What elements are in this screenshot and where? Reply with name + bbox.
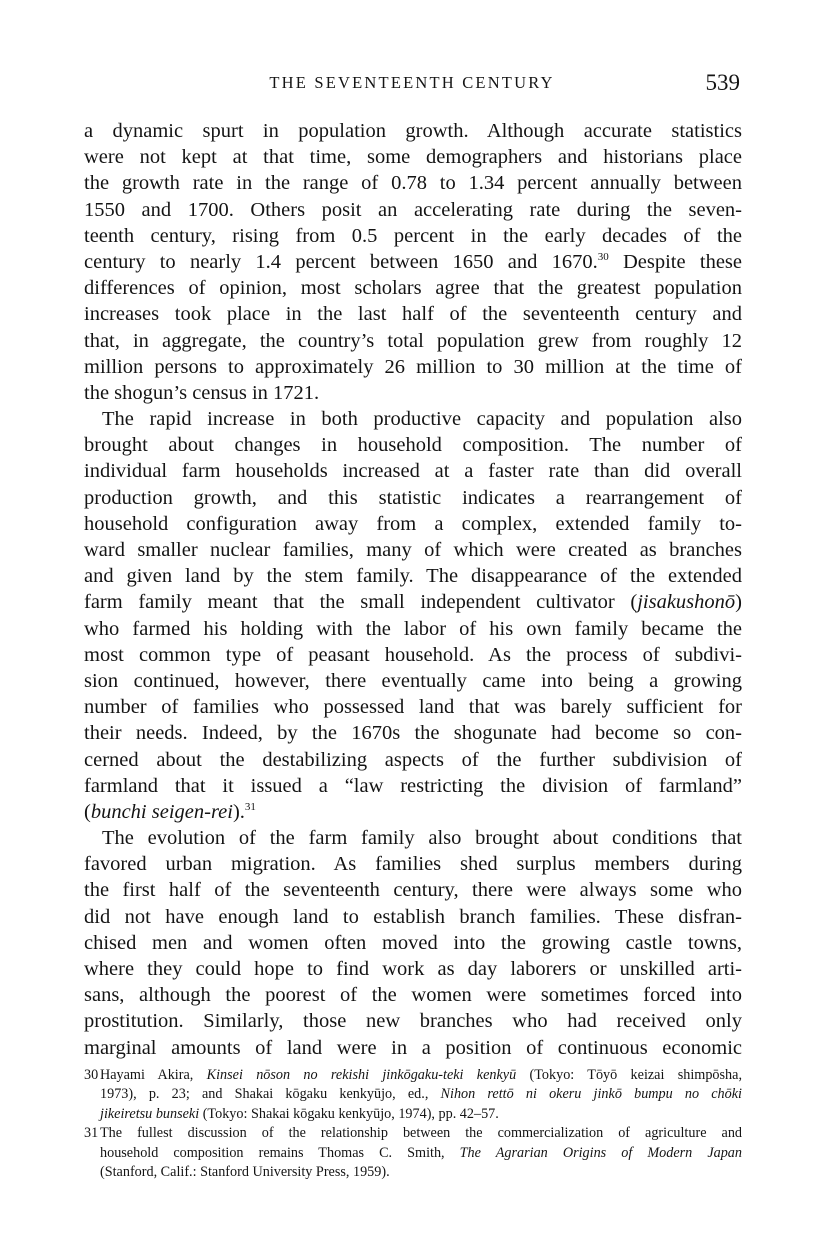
text-line: individual farm households increased at a faster rate than did overall xyxy=(84,460,742,483)
text-line: where they could hope to find work as day laborers or unskilled arti- xyxy=(84,958,742,980)
italic-term: bunchi seigen-rei xyxy=(90,800,233,823)
text-line: the growth rate in the range of 0.78 to 1.34 percent annually between xyxy=(84,172,742,195)
text-run: farm family meant that the small independent cultivator ( xyxy=(84,591,638,614)
text-line: and given land by the stem family. The disappearance of the extended xyxy=(84,565,742,588)
text-line: 1550 and 1700. Others posit an accelerating rate during the seven- xyxy=(84,198,742,221)
text-run: ) xyxy=(735,591,742,614)
text-line: most common type of peasant household. As the process of subdivi- xyxy=(84,643,742,666)
text-line: the first half of the seventeenth century, there were always some who xyxy=(84,879,742,902)
footnote-31-line: (Stanford, Calif.: Stanford University Press, 1959). xyxy=(100,1163,390,1180)
body-text xyxy=(84,118,742,1061)
text-run: century to nearly 1.4 percent between 1650 and 1670. xyxy=(84,250,598,273)
text-line: teenth century, rising from 0.5 percent in the early decades of the xyxy=(84,224,742,247)
italic-title: Kinsei nōson no rekishi jinkōgaku-teki kenkyū xyxy=(206,1067,517,1083)
italic-term: jisakushonō xyxy=(637,591,736,614)
footnote-30-line xyxy=(84,1085,742,1104)
text-line: that, in aggregate, the country’s total population grew from roughly 12 xyxy=(84,329,742,352)
text-line: differences of opinion, most scholars agree that the greatest population xyxy=(84,277,742,300)
text-line: number of families who possessed land that was barely sufficient for xyxy=(84,696,742,719)
text-run: 1973), p. 23; and Shakai kōgaku kenkyūjo, ed., xyxy=(100,1086,441,1103)
text-run: The fullest discussion of the relationship between the commercialization of agriculture and xyxy=(100,1125,742,1142)
footnote-30-line xyxy=(84,1105,742,1124)
footnote-30-line xyxy=(84,1066,742,1085)
text-run: (Tokyo: Tōyō keizai shimpōsha, xyxy=(516,1067,742,1083)
text-line: million persons to approximately 26 million to 30 million at the time of xyxy=(84,355,742,378)
text-line xyxy=(84,249,742,275)
footnote-31-line xyxy=(84,1144,742,1163)
running-head xyxy=(84,70,740,94)
running-title: THE SEVENTEENTH CENTURY xyxy=(269,73,555,92)
text-run: ). xyxy=(232,800,245,823)
text-line: increases took place in the last half of the seventeenth century and xyxy=(84,303,742,326)
text-run: household composition remains Thomas C. Smith, xyxy=(100,1144,460,1161)
text-line: the shogun’s census in 1721. xyxy=(84,381,320,404)
text-line: The rapid increase in both productive capacity and population also xyxy=(102,408,742,431)
footnote-ref-31: 31 xyxy=(244,800,256,813)
text-run: Despite these xyxy=(608,250,742,273)
text-line: The evolution of the farm family also brought about conditions that xyxy=(102,827,742,850)
text-line: a dynamic spurt in population growth. Although accurate statistics xyxy=(84,120,742,142)
text-line: production growth, and this statistic indicates a rearrangement of xyxy=(84,486,742,509)
text-line: cerned about the destabilizing aspects of the further subdivision of xyxy=(84,748,742,771)
text-line: their needs. Indeed, by the 1670s the shogunate had become so con- xyxy=(84,722,742,745)
text-line: sans, although the poorest of the women were sometimes forced into xyxy=(84,984,742,1007)
page-number: 539 xyxy=(705,70,740,95)
footnotes xyxy=(84,1066,742,1182)
text-line: marginal amounts of land were in a position of continuous economic xyxy=(84,1036,742,1059)
italic-title: Nihon rettō ni okeru jinkō bumpu no chōki xyxy=(440,1086,742,1103)
footnote-31-line xyxy=(84,1124,742,1143)
text-line: farmland that it issued a “law restricting the division of farmland” xyxy=(84,774,742,797)
text-line: chised men and women often moved into the growing castle towns, xyxy=(84,931,742,954)
text-line: household configuration away from a complex, extended family to- xyxy=(84,512,742,535)
italic-title: The Agrarian Origins of Modern Japan xyxy=(459,1144,742,1161)
text-line: who farmed his holding with the labor of his own family became the xyxy=(84,617,742,640)
footnote-ref-30: 30 xyxy=(597,250,609,263)
text-run: (Tokyo: Shakai kōgaku kenkyūjo, 1974), pp. 42–57. xyxy=(199,1105,499,1122)
text-run: ( xyxy=(84,800,91,823)
text-run: Hayami Akira, xyxy=(100,1067,207,1083)
text-line: sion continued, however, there eventually came into being a growing xyxy=(84,669,742,692)
text-line: prostitution. Similarly, those new branches who had received only xyxy=(84,1010,742,1033)
italic-title: jikeiretsu bunseki xyxy=(100,1105,200,1122)
footnote-number: 31 xyxy=(84,1125,99,1142)
text-line: brought about changes in household composition. The number of xyxy=(84,434,742,457)
text-line: favored urban migration. As families shed surplus members during xyxy=(84,853,742,876)
footnote-number: 30 xyxy=(84,1067,99,1083)
text-line xyxy=(84,589,742,615)
text-line: were not kept at that time, some demographers and historians place xyxy=(84,146,742,169)
text-line: ward smaller nuclear families, many of which were created as branches xyxy=(84,539,742,561)
text-line xyxy=(84,799,742,825)
text-line: did not have enough land to establish branch families. These disfran- xyxy=(84,905,742,928)
